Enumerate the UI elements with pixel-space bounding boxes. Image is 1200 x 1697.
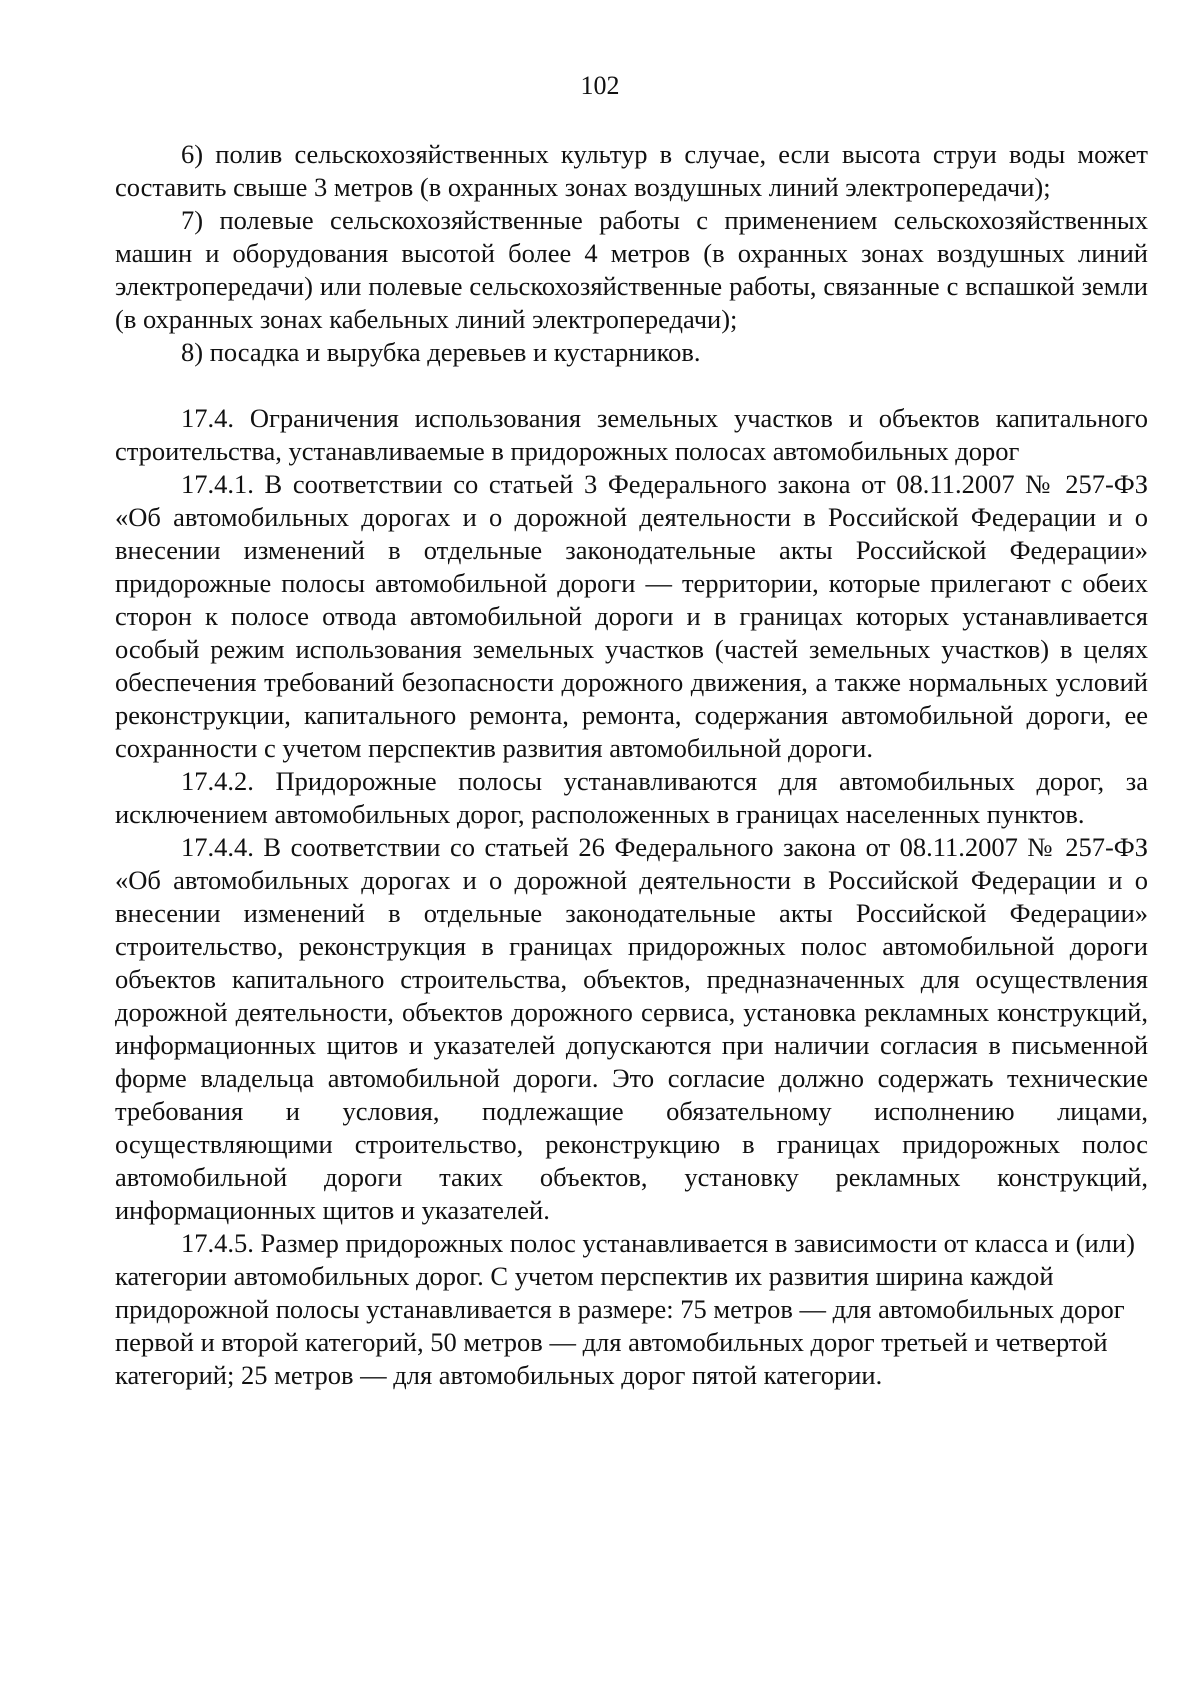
list-item-7: 7) полевые сельскохозяйственные работы с применением сельскохозяйственных машин и оборудования высотой более 4 метров (в охранных зонах воздушных линий электропередачи) или полевые сельскохозяйственные работы, связанные с вспашкой земли (в охранных зонах кабельных линий электропередачи); [115, 205, 1148, 334]
paragraph-17-4-2: 17.4.2. Придорожные полосы устанавливаются для автомобильных дорог, за исключением автомобильных дорог, расположенных в границах населенных пунктов. [115, 766, 1148, 829]
list-item-6: 6) полив сельскохозяйственных культур в случае, если высота струи воды может составить свыше 3 метров (в охранных зонах воздушных линий электропередачи); [115, 139, 1148, 202]
section-spacer [115, 369, 1148, 402]
list-item-8: 8) посадка и вырубка деревьев и кустарников. [181, 337, 701, 367]
paragraph-17-4-5: 17.4.5. Размер придорожных полос устанавливается в зависимости от класса и (или) категории автомобильных дорог. С учетом перспектив их развития ширина каждой придорожной полосы устанавливается в размере: 75 метров — для автомобильных дорог первой и второй категорий, 50 метров — для автомобильных дорог третьей и четвертой категорий; 25 метров — для автомобильных дорог пятой категории. [115, 1228, 1135, 1390]
page-number: 102 [580, 71, 620, 100]
document-body [115, 138, 1148, 1392]
section-heading: 17.4. Ограничения использования земельных участков и объектов капитального строительства, устанавливаемые в придорожных полосах автомобильных дорог [115, 403, 1148, 466]
paragraph-17-4-4: 17.4.4. В соответствии со статьей 26 Федерального закона от 08.11.2007 № 257-ФЗ «Об автомобильных дорогах и о дорожной деятельности в Российской Федерации и о внесении изменений в отдельные законодательные акты Российской Федерации» строительство, реконструкция в границах придорожных полос автомобильной дороги объектов капитального строительства, объектов, предназначенных для осуществления дорожной деятельности, объектов дорожного сервиса, установка рекламных конструкций, информационных щитов и указателей допускаются при наличии согласия в письменной форме владельца автомобильной дороги. Это согласие должно содержать технические требования и условия, подлежащие обязательному исполнению лицами, осуществляющими строительство, реконструкцию в границах придорожных полос автомобильной дороги таких объектов, установку рекламных конструкций, информационных щитов и указателей. [115, 832, 1148, 1225]
paragraph-17-4-1: 17.4.1. В соответствии со статьей 3 Федерального закона от 08.11.2007 № 257-ФЗ «Об автомобильных дорогах и о дорожной деятельности в Российской Федерации и о внесении изменений в отдельные законодательные акты Российской Федерации» придорожные полосы автомобильной дороги — территории, которые прилегают с обеих сторон к полосе отвода автомобильной дороги и в границах которых устанавливается особый режим использования земельных участков (частей земельных участков) в целях обеспечения требований безопасности дорожного движения, а также нормальных условий реконструкции, капитального ремонта, ремонта, содержания автомобильной дороги, ее сохранности с учетом перспектив развития автомобильной дороги. [115, 469, 1148, 763]
